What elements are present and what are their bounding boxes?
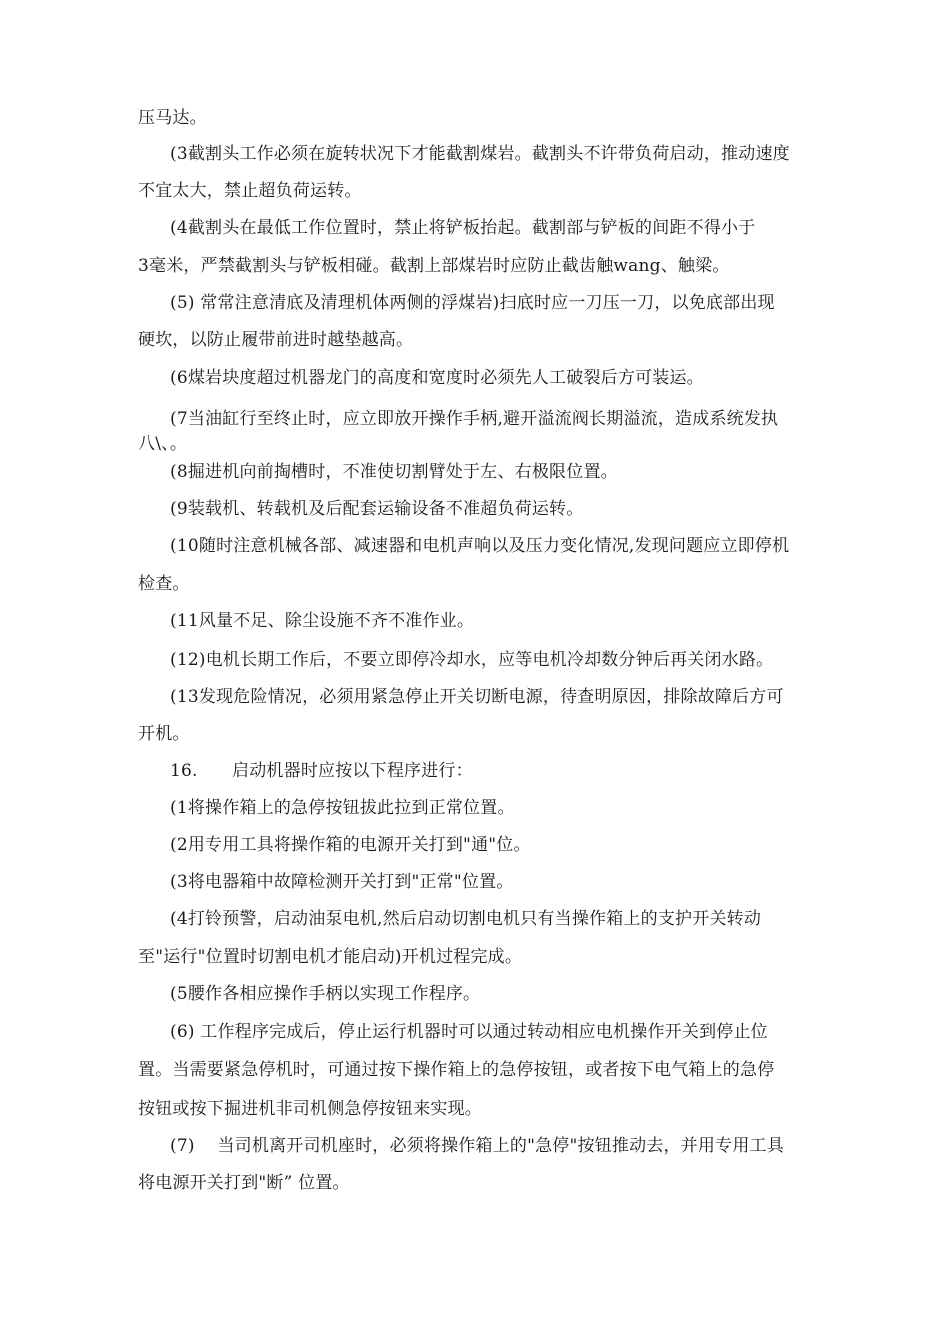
text-line: (8掘进机向前掏槽时，不准使切割臂处于左、右极限位置。 bbox=[170, 462, 618, 482]
text-line: (10随时注意机械各部、减速器和电机声响以及压力变化情况,发现问题应立即停机 bbox=[170, 536, 790, 556]
text-line: 3毫米，严禁截割头与铲板相碰。截割上部煤岩时应防止截齿触wang、触梁。 bbox=[138, 256, 730, 276]
text-line: (4截割头在最低工作位置时，禁止将铲板抬起。截割部与铲板的间距不得小于 bbox=[170, 218, 756, 238]
text-line: 压马达。 bbox=[138, 108, 207, 128]
text-line: 检查。 bbox=[138, 574, 190, 594]
text-line: (1将操作箱上的急停按钮拔此拉到正常位置。 bbox=[170, 798, 515, 818]
text-line: (4打铃预警，启动油泵电机,然后启动切割电机只有当操作箱上的支护开关转动 bbox=[170, 909, 762, 929]
text-line: (11风量不足、除尘设施不齐不准作业。 bbox=[170, 611, 475, 631]
text-line: 置。当需要紧急停机时，可通过按下操作箱上的急停按钮，或者按下电气箱上的急停 bbox=[138, 1060, 775, 1080]
text-line: 16. 启动机器时应按以下程序进行： bbox=[170, 761, 473, 781]
text-line: (5腰作各相应操作手柄以实现工作程序。 bbox=[170, 984, 481, 1004]
text-line: (9装载机、转载机及后配套运输设备不准超负荷运转。 bbox=[170, 499, 584, 519]
text-line: (5) 常常注意清底及清理机体两侧的浮煤岩)扫底时应一刀压一刀，以免底部出现 bbox=[170, 293, 775, 313]
text-line: 至"运行"位置时切割电机才能启动)开机过程完成。 bbox=[138, 947, 523, 967]
text-line: (7当油缸行至终止时，应立即放开操作手柄,避开溢流阀长期溢流，造成系统发执 bbox=[170, 409, 779, 429]
text-line: (7) 当司机离开司机座时，必须将操作箱上的"急停"按钮推动去，并用专用工具 bbox=[170, 1136, 784, 1156]
text-line: 不宜太大，禁止超负荷运转。 bbox=[138, 181, 362, 201]
text-line: (12)电机长期工作后，不要立即停冷却水，应等电机冷却数分钟后再关闭水路。 bbox=[170, 650, 774, 670]
text-line: (3截割头工作必须在旋转状况下才能截割煤岩。截割头不许带负荷启动，推动速度 bbox=[170, 144, 790, 164]
text-line: 将电源开关打到"断” 位置。 bbox=[138, 1173, 350, 1193]
text-line: (6) 工作程序完成后，停止运行机器时可以通过转动相应电机操作开关到停止位 bbox=[170, 1022, 768, 1042]
text-line: (13发现危险情况，必须用紧急停止开关切断电源，待查明原因，排除故障后方可 bbox=[170, 687, 784, 707]
text-line: (2用专用工具将操作箱的电源开关打到"通"位。 bbox=[170, 835, 531, 855]
text-line: 八\、。 bbox=[138, 434, 188, 454]
text-line: (3将电器箱中故障检测开关打到"正常"位置。 bbox=[170, 872, 514, 892]
text-line: 开机。 bbox=[138, 724, 190, 744]
text-line: 按钮或按下掘进机非司机侧急停按钮来实现。 bbox=[138, 1099, 482, 1119]
text-line: 硬坎，以防止履带前进时越垫越高。 bbox=[138, 330, 414, 350]
text-line: (6煤岩块度超过机器龙门的高度和宽度时必须先人工破裂后方可装运。 bbox=[170, 368, 704, 388]
